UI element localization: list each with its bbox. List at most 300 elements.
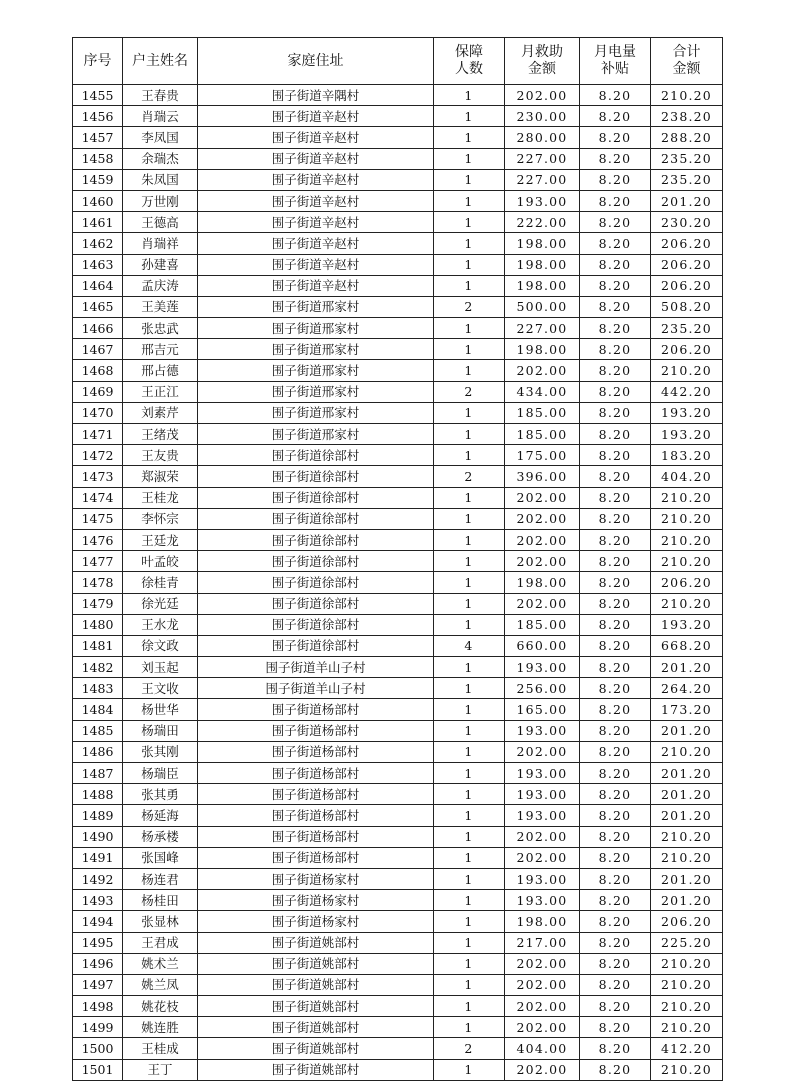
aid-cell: 202.00 [505,996,580,1017]
persons-cell: 1 [434,148,505,169]
aid-cell: 202.00 [505,529,580,550]
serial-cell: 1486 [73,741,123,762]
persons-cell: 1 [434,529,505,550]
address-cell: 围子街道辛赵村 [198,233,434,254]
serial-cell: 1482 [73,657,123,678]
address-cell: 围子街道徐部村 [198,593,434,614]
table-row [73,868,723,889]
serial-cell: 1460 [73,190,123,211]
persons-cell: 1 [434,127,505,148]
subsidy-cell: 8.20 [580,381,651,402]
persons-cell: 1 [434,932,505,953]
table-row [73,1038,723,1059]
serial-cell: 1461 [73,212,123,233]
total-cell: 210.20 [651,1017,723,1038]
serial-cell: 1473 [73,466,123,487]
persons-cell: 1 [434,699,505,720]
total-cell: 230.20 [651,212,723,233]
serial-cell: 1496 [73,953,123,974]
subsidy-cell: 8.20 [580,508,651,529]
subsidy-cell: 8.20 [580,635,651,656]
total-cell: 183.20 [651,445,723,466]
total-cell: 210.20 [651,996,723,1017]
persons-cell: 1 [434,996,505,1017]
address-cell: 围子街道徐部村 [198,572,434,593]
serial-cell: 1476 [73,529,123,550]
serial-cell: 1501 [73,1059,123,1080]
total-cell: 210.20 [651,508,723,529]
serial-cell: 1458 [73,148,123,169]
total-cell: 201.20 [651,805,723,826]
address-cell: 围子街道杨部村 [198,826,434,847]
total-cell: 210.20 [651,360,723,381]
serial-cell: 1474 [73,487,123,508]
serial-cell: 1466 [73,318,123,339]
address-cell: 围子街道辛赵村 [198,106,434,127]
persons-cell: 1 [434,424,505,445]
table-row [73,233,723,254]
aid-cell: 256.00 [505,678,580,699]
serial-cell: 1481 [73,635,123,656]
address-cell: 围子街道姚部村 [198,1038,434,1059]
serial-cell: 1457 [73,127,123,148]
address-cell: 围子街道辛赵村 [198,254,434,275]
name-cell: 徐光廷 [123,593,198,614]
subsidy-cell: 8.20 [580,233,651,254]
table-row [73,678,723,699]
aid-cell: 202.00 [505,953,580,974]
name-cell: 姚术兰 [123,953,198,974]
aid-cell: 227.00 [505,169,580,190]
subsidy-cell: 8.20 [580,212,651,233]
name-cell: 王桂龙 [123,487,198,508]
name-cell: 杨世华 [123,699,198,720]
name-cell: 刘玉起 [123,657,198,678]
total-cell: 193.20 [651,614,723,635]
aid-cell: 202.00 [505,847,580,868]
aid-cell: 202.00 [505,593,580,614]
table-row [73,318,723,339]
table-row [73,360,723,381]
table-row [73,466,723,487]
subsidy-cell: 8.20 [580,339,651,360]
serial-cell: 1499 [73,1017,123,1038]
header-text: 补贴 [601,61,629,77]
total-cell: 238.20 [651,106,723,127]
name-cell: 邢吉元 [123,339,198,360]
total-cell: 264.20 [651,678,723,699]
name-cell: 王春贵 [123,85,198,106]
persons-cell: 1 [434,508,505,529]
name-cell: 姚连胜 [123,1017,198,1038]
name-cell: 张显林 [123,911,198,932]
address-cell: 围子街道徐部村 [198,508,434,529]
total-cell: 508.20 [651,296,723,317]
persons-cell: 1 [434,657,505,678]
total-cell: 412.20 [651,1038,723,1059]
table-row [73,784,723,805]
aid-cell: 230.00 [505,106,580,127]
subsidy-cell: 8.20 [580,932,651,953]
table-row [73,911,723,932]
table-row [73,190,723,211]
address-cell: 围子街道羊山子村 [198,678,434,699]
subsidy-cell: 8.20 [580,360,651,381]
address-cell: 围子街道辛隅村 [198,85,434,106]
aid-cell: 227.00 [505,318,580,339]
header-text: 家庭住址 [287,52,344,69]
address-cell: 围子街道杨部村 [198,763,434,784]
aid-cell: 198.00 [505,572,580,593]
total-cell: 201.20 [651,190,723,211]
aid-cell: 198.00 [505,254,580,275]
address-cell: 围子街道姚部村 [198,953,434,974]
persons-cell: 1 [434,720,505,741]
name-cell: 王美莲 [123,296,198,317]
header-text: 户主姓名 [132,52,188,69]
serial-cell: 1459 [73,169,123,190]
name-cell: 刘素芹 [123,402,198,423]
aid-cell: 198.00 [505,339,580,360]
subsidy-cell: 8.20 [580,890,651,911]
name-cell: 肖瑞祥 [123,233,198,254]
address-cell: 围子街道杨家村 [198,890,434,911]
header-text: 保障 [455,44,483,60]
address-cell: 围子街道杨部村 [198,847,434,868]
subsidy-cell: 8.20 [580,466,651,487]
persons-cell: 1 [434,847,505,868]
name-cell: 杨延海 [123,805,198,826]
aid-cell: 202.00 [505,551,580,572]
persons-cell: 1 [434,741,505,762]
subsidy-cell: 8.20 [580,1017,651,1038]
address-cell: 围子街道徐部村 [198,614,434,635]
persons-cell: 1 [434,763,505,784]
persons-cell: 1 [434,106,505,127]
subsidy-cell: 8.20 [580,784,651,805]
header-text: 序号 [83,52,112,69]
name-cell: 李怀宗 [123,508,198,529]
header-serial [73,38,123,85]
persons-cell: 2 [434,1038,505,1059]
name-cell: 王绪茂 [123,424,198,445]
name-cell: 张其勇 [123,784,198,805]
serial-cell: 1471 [73,424,123,445]
table-row [73,275,723,296]
table-row [73,148,723,169]
name-cell: 李凤国 [123,127,198,148]
total-cell: 193.20 [651,402,723,423]
persons-cell: 1 [434,953,505,974]
serial-cell: 1477 [73,551,123,572]
name-cell: 杨连君 [123,868,198,889]
aid-cell: 193.00 [505,657,580,678]
address-cell: 围子街道杨家村 [198,911,434,932]
table-row [73,508,723,529]
address-cell: 围子街道杨部村 [198,741,434,762]
total-cell: 210.20 [651,551,723,572]
aid-cell: 185.00 [505,402,580,423]
address-cell: 围子街道杨家村 [198,868,434,889]
name-cell: 叶孟皎 [123,551,198,572]
total-cell: 210.20 [651,974,723,995]
name-cell: 徐桂青 [123,572,198,593]
name-cell: 邢占德 [123,360,198,381]
aid-cell: 227.00 [505,148,580,169]
total-cell: 206.20 [651,339,723,360]
total-cell: 668.20 [651,635,723,656]
aid-cell: 193.00 [505,784,580,805]
persons-cell: 1 [434,169,505,190]
aid-cell: 193.00 [505,890,580,911]
table-row [73,593,723,614]
subsidy-cell: 8.20 [580,402,651,423]
address-cell: 围子街道辛赵村 [198,275,434,296]
name-cell: 郑淑荣 [123,466,198,487]
persons-cell: 1 [434,890,505,911]
total-cell: 210.20 [651,487,723,508]
table-row [73,699,723,720]
total-cell: 201.20 [651,763,723,784]
serial-cell: 1470 [73,402,123,423]
table-row [73,635,723,656]
total-cell: 210.20 [651,85,723,106]
table-row [73,445,723,466]
total-cell: 442.20 [651,381,723,402]
address-cell: 围子街道羊山子村 [198,657,434,678]
total-cell: 206.20 [651,254,723,275]
name-cell: 朱凤国 [123,169,198,190]
serial-cell: 1478 [73,572,123,593]
table-body [73,85,723,1081]
persons-cell: 2 [434,381,505,402]
subsidy-cell: 8.20 [580,805,651,826]
persons-cell: 1 [434,974,505,995]
header-text: 月电量 [594,44,636,60]
aid-cell: 202.00 [505,741,580,762]
address-cell: 围子街道邢家村 [198,296,434,317]
total-cell: 193.20 [651,424,723,445]
serial-cell: 1469 [73,381,123,402]
persons-cell: 1 [434,445,505,466]
persons-cell: 1 [434,593,505,614]
persons-cell: 4 [434,635,505,656]
aid-cell: 202.00 [505,360,580,381]
total-cell: 210.20 [651,847,723,868]
persons-cell: 1 [434,572,505,593]
subsidy-cell: 8.20 [580,763,651,784]
name-cell: 张忠武 [123,318,198,339]
persons-cell: 2 [434,466,505,487]
address-cell: 围子街道辛赵村 [198,190,434,211]
serial-cell: 1485 [73,720,123,741]
serial-cell: 1491 [73,847,123,868]
header-row [73,38,723,85]
header-text: 金额 [672,61,701,77]
total-cell: 201.20 [651,720,723,741]
total-cell: 210.20 [651,1059,723,1080]
subsidy-cell: 8.20 [580,996,651,1017]
name-cell: 肖瑞云 [123,106,198,127]
address-cell: 围子街道徐部村 [198,529,434,550]
name-cell: 杨瑞田 [123,720,198,741]
serial-cell: 1467 [73,339,123,360]
name-cell: 孟庆涛 [123,275,198,296]
aid-cell: 198.00 [505,275,580,296]
aid-cell: 396.00 [505,466,580,487]
aid-cell: 202.00 [505,487,580,508]
aid-cell: 202.00 [505,1017,580,1038]
aid-cell: 202.00 [505,85,580,106]
persons-cell: 1 [434,402,505,423]
address-cell: 围子街道邢家村 [198,360,434,381]
name-cell: 王文收 [123,678,198,699]
serial-cell: 1488 [73,784,123,805]
aid-cell: 193.00 [505,805,580,826]
name-cell: 王水龙 [123,614,198,635]
subsidy-cell: 8.20 [580,529,651,550]
persons-cell: 1 [434,212,505,233]
table-row [73,106,723,127]
total-cell: 201.20 [651,657,723,678]
address-cell: 围子街道辛赵村 [198,212,434,233]
name-cell: 王君成 [123,932,198,953]
aid-cell: 217.00 [505,932,580,953]
address-cell: 围子街道辛赵村 [198,169,434,190]
table-row [73,254,723,275]
total-cell: 225.20 [651,932,723,953]
total-cell: 210.20 [651,741,723,762]
address-cell: 围子街道徐部村 [198,551,434,572]
serial-cell: 1494 [73,911,123,932]
table-row [73,763,723,784]
table-row [73,953,723,974]
header-text: 人数 [455,61,483,77]
name-cell: 王丁 [123,1059,198,1080]
aid-cell: 202.00 [505,508,580,529]
table-row [73,487,723,508]
table-row [73,127,723,148]
aid-cell: 193.00 [505,868,580,889]
aid-cell: 500.00 [505,296,580,317]
persons-cell: 1 [434,826,505,847]
serial-cell: 1490 [73,826,123,847]
name-cell: 杨瑞臣 [123,763,198,784]
address-cell: 围子街道姚部村 [198,974,434,995]
name-cell: 杨承楼 [123,826,198,847]
address-cell: 围子街道邢家村 [198,339,434,360]
subsidy-cell: 8.20 [580,296,651,317]
name-cell: 孙建喜 [123,254,198,275]
serial-cell: 1480 [73,614,123,635]
table-row [73,614,723,635]
name-cell: 王廷龙 [123,529,198,550]
subsidy-cell: 8.20 [580,826,651,847]
address-cell: 围子街道徐部村 [198,445,434,466]
name-cell: 徐文政 [123,635,198,656]
subsidy-cell: 8.20 [580,974,651,995]
table-row [73,805,723,826]
table-row [73,85,723,106]
table-row [73,529,723,550]
subsidy-cell: 8.20 [580,190,651,211]
address-cell: 围子街道邢家村 [198,381,434,402]
total-cell: 210.20 [651,826,723,847]
persons-cell: 1 [434,339,505,360]
table-row [73,339,723,360]
name-cell: 姚花枝 [123,996,198,1017]
name-cell: 余瑞杰 [123,148,198,169]
header-power-subsidy [580,38,651,85]
persons-cell: 1 [434,275,505,296]
header-text: 合计 [672,44,701,60]
persons-cell: 1 [434,551,505,572]
total-cell: 235.20 [651,169,723,190]
total-cell: 206.20 [651,233,723,254]
aid-cell: 202.00 [505,974,580,995]
table-row [73,932,723,953]
serial-cell: 1455 [73,85,123,106]
subsidy-cell: 8.20 [580,678,651,699]
relief-table [72,37,723,1081]
aid-cell: 175.00 [505,445,580,466]
table-row [73,296,723,317]
subsidy-cell: 8.20 [580,254,651,275]
name-cell: 王正江 [123,381,198,402]
total-cell: 206.20 [651,275,723,296]
aid-cell: 185.00 [505,424,580,445]
total-cell: 201.20 [651,890,723,911]
header-persons [434,38,505,85]
table-row [73,847,723,868]
header-address [198,38,434,85]
persons-cell: 1 [434,190,505,211]
serial-cell: 1465 [73,296,123,317]
persons-cell: 1 [434,678,505,699]
subsidy-cell: 8.20 [580,318,651,339]
name-cell: 万世刚 [123,190,198,211]
persons-cell: 1 [434,1059,505,1080]
serial-cell: 1463 [73,254,123,275]
table-row [73,890,723,911]
aid-cell: 198.00 [505,911,580,932]
address-cell: 围子街道辛赵村 [198,148,434,169]
serial-cell: 1487 [73,763,123,784]
aid-cell: 404.00 [505,1038,580,1059]
header-householder [123,38,198,85]
table-row [73,826,723,847]
serial-cell: 1479 [73,593,123,614]
name-cell: 张其刚 [123,741,198,762]
subsidy-cell: 8.20 [580,1059,651,1080]
persons-cell: 1 [434,911,505,932]
table-row [73,996,723,1017]
persons-cell: 1 [434,254,505,275]
persons-cell: 1 [434,360,505,381]
serial-cell: 1498 [73,996,123,1017]
header-total [651,38,723,85]
persons-cell: 1 [434,805,505,826]
serial-cell: 1489 [73,805,123,826]
aid-cell: 193.00 [505,190,580,211]
table-row [73,212,723,233]
total-cell: 288.20 [651,127,723,148]
total-cell: 210.20 [651,529,723,550]
subsidy-cell: 8.20 [580,657,651,678]
serial-cell: 1472 [73,445,123,466]
header-text: 月救助 [521,44,563,60]
total-cell: 206.20 [651,911,723,932]
